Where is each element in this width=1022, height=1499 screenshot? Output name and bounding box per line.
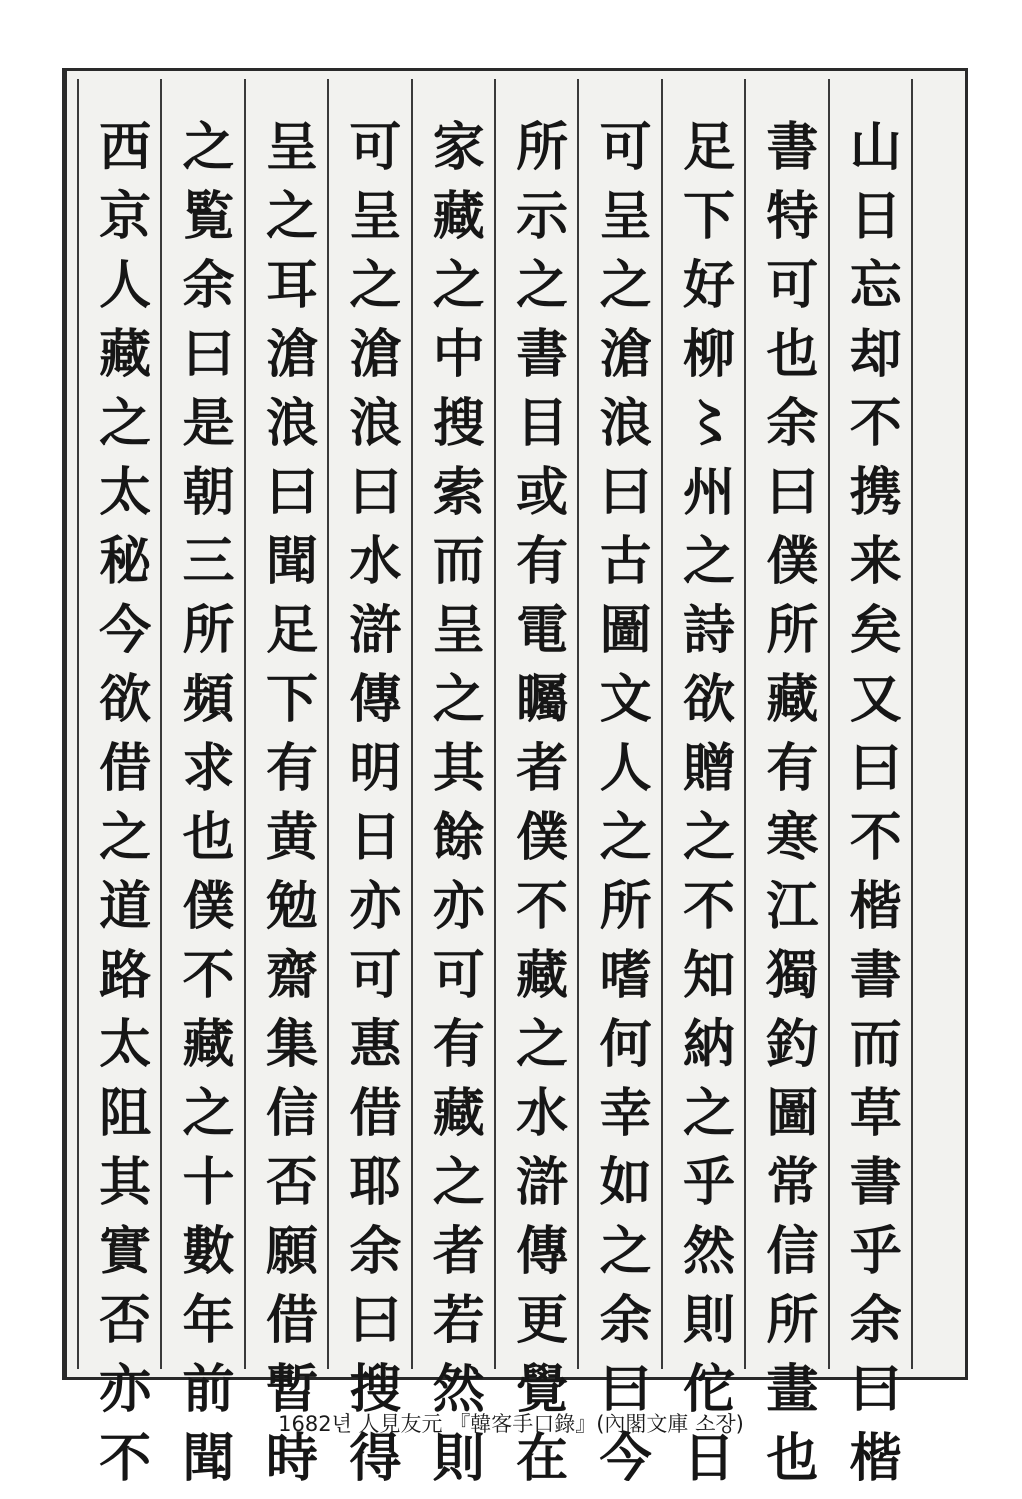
text-column-2 [744,79,827,1499]
column-text: 家藏之中搜索而呈之其餘亦可有藏之者若然則 [423,119,484,1499]
column-text: 書特可也余曰僕所藏有寒江獨釣圖常信所畫也 [756,119,817,1499]
text-column-10 [77,79,160,1499]
text-column-6 [411,79,494,1499]
column-text: 之覧余曰是朝三所頻求也僕不藏之十數年前聞 [173,119,234,1499]
text-column-3 [661,79,744,1499]
column-text: 可呈之滄浪曰古圖文人之所嗜何幸如之余曰今 [590,119,651,1499]
page-right-margin [913,71,965,1377]
text-column-7 [327,79,410,1499]
column-text: 所示之書目或有電矚者僕不藏之水滸傳更覺在 [506,119,567,1499]
column-text: 西京人藏之太秘今欲借之道路太阻其實否亦不 [89,119,150,1499]
column-text: 山日忘却不携来矣又曰不楷書而草書乎余曰楷 [840,119,901,1499]
image-caption: 1682년 人見友元 『韓客手口錄』(內閣文庫 소장) [278,1412,744,1436]
text-column-1 [828,79,913,1499]
text-column-8 [244,79,327,1499]
text-column-9 [160,79,243,1499]
text-column-4 [577,79,660,1499]
text-column-5 [494,79,577,1499]
column-text: 呈之耳滄浪曰聞足下有黄勉齋集信否願借暫時 [256,119,317,1499]
column-text: 足下好柳〻州之詩欲贈之不知納之乎然則佗日 [673,119,734,1499]
column-text: 可呈之滄浪曰水滸傳明日亦可惠借耶余曰搜得 [339,119,400,1499]
